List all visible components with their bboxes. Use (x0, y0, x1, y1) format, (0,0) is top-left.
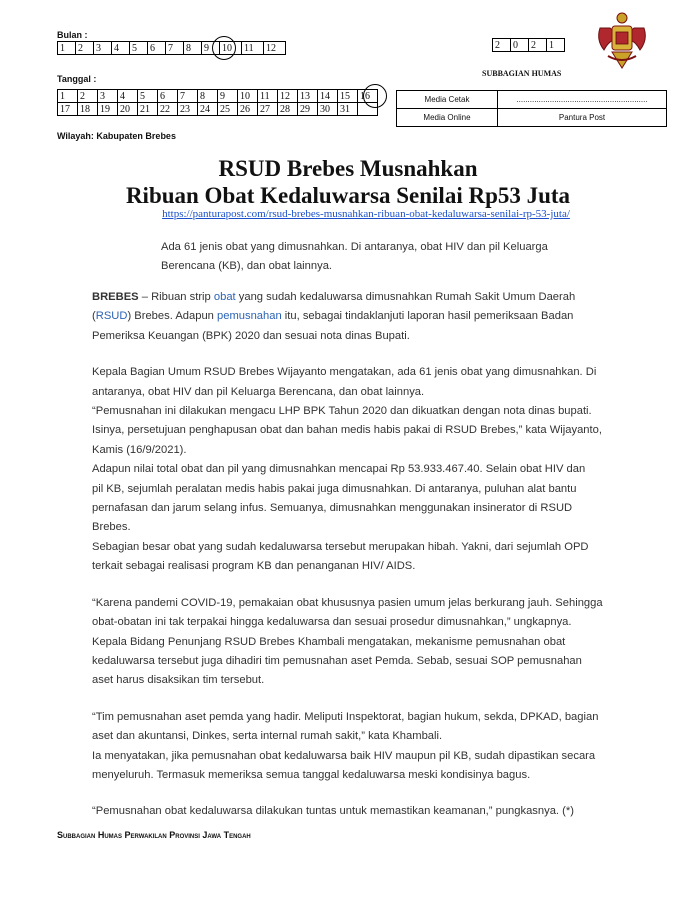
grid-cell: 3 (98, 90, 118, 103)
body-line: terkait sebagai realisasi program KB dan penanganan HIV/ AIDS. (92, 560, 416, 573)
dateline: BREBES (92, 291, 139, 303)
tanggal-label: Tanggal : (57, 74, 97, 84)
grid-cell: 27 (258, 103, 278, 116)
grid-cell: 2 (78, 90, 98, 103)
body-line: aset harus disaksikan tim tersebut. (92, 674, 265, 687)
body-line: Adapun nilai total obat dan pil yang dimusnahkan mencapai Rp 53.933.467.40. Selain obat HIV dan (92, 463, 586, 476)
bulan-grid (57, 41, 286, 55)
link-rsud[interactable]: RSUD (95, 310, 128, 323)
grid-cell: 30 (318, 103, 338, 116)
grid-cell: 10 (220, 42, 242, 55)
body-line: antaranya, obat HIV dan pil Keluarga Berencana, dan obat lainnya. (92, 385, 425, 398)
grid-cell: 12 (264, 42, 286, 55)
article-url-link[interactable]: https://panturapost.com/rsud-brebes-musnahkan-ribuan-obat-kedaluwarsa-senilai-rp-53-juta/ (162, 208, 570, 220)
body-line: “Karena pandemi COVID-19, pemakaian obat khususnya pasien umum jelas berkurang jauh. Sehingga (92, 596, 603, 609)
grid-cell: 17 (58, 103, 78, 116)
body-line: Kepala Bidang Penunjang RSUD Brebes Khambali mengatakan, mekanisme pemusnahan obat (92, 635, 566, 648)
grid-cell: 6 (158, 90, 178, 103)
tanggal-grid (57, 89, 378, 116)
grid-cell: 23 (178, 103, 198, 116)
garuda-emblem-icon (594, 10, 650, 72)
article-body (92, 288, 652, 822)
body-line: Kamis (16/9/2021). (92, 443, 187, 456)
caption-line: Ada 61 jenis obat yang dimusnahkan. Di antaranya, obat HIV dan pil Keluarga (161, 241, 548, 253)
grid-cell: 0 (511, 39, 529, 52)
grid-cell: 8 (198, 90, 218, 103)
grid-cell: 10 (238, 90, 258, 103)
media-row-online (397, 109, 667, 127)
grid-cell: 24 (198, 103, 218, 116)
body-line: “Tim pemusnahan aset pemda yang hadir. Meliputi Inspektorat, bagian hukum, sekda, DPKAD, bagian (92, 710, 599, 723)
text-run: – Ribuan strip (138, 291, 214, 303)
grid-cell: 1 (58, 42, 76, 55)
text-run: ( (92, 310, 96, 323)
grid-cell: 2 (76, 42, 94, 55)
link-obat[interactable]: obat (213, 291, 236, 303)
grid-cell: 7 (178, 90, 198, 103)
grid-cell: 22 (158, 103, 178, 116)
body-line: pernafasan dan jarum selang infus. Semuanya, dimusnahkan menggunakan insinerator di RSUD (92, 502, 573, 515)
year-grid (492, 38, 565, 52)
grid-cell: 9 (218, 90, 238, 103)
dept-label: SUBBAGIAN HUMAS (482, 69, 562, 78)
grid-cell: 11 (258, 90, 278, 103)
grid-cell: 3 (94, 42, 112, 55)
grid-cell: 6 (148, 42, 166, 55)
caption-line: Berencana (KB), dan obat lainnya. (161, 260, 333, 273)
text-run: ) Brebes. Adapun (127, 310, 217, 323)
grid-cell: 21 (138, 103, 158, 116)
link-pemusnahan[interactable]: pemusnahan (217, 310, 282, 323)
grid-cell: 1 (58, 90, 78, 103)
grid-cell: 25 (218, 103, 238, 116)
title-line: RSUD Brebes Musnahkan (218, 156, 478, 181)
body-line: pil KB, sejumlah peralatan medis habis pakai juga dimusnahkan. Di antaranya, puluhan alat bantu (92, 482, 577, 495)
text-run: yang sudah kedaluwarsa dimusnahkan Rumah Sakit Umum Daerah (235, 291, 576, 303)
body-line: Brebes. (92, 521, 131, 534)
grid-cell: 13 (298, 90, 318, 103)
tanggal-circle (363, 84, 387, 108)
body-line: Sebagian besar obat yang sudah kedaluwarsa tersebut merupakan hibah. Yakni, dari sejumlah OPD (92, 540, 589, 553)
body-line: “Pemusnahan ini dilakukan mengacu LHP BPK Tahun 2020 dan dikuatkan dengan nota dinas bupati. (92, 405, 592, 418)
grid-cell: 19 (98, 103, 118, 116)
grid-cell: 1 (547, 39, 565, 52)
grid-cell: 2 (493, 39, 511, 52)
image-caption (161, 238, 661, 277)
media-label: Media Cetak (397, 91, 498, 109)
paragraph-group-b (92, 594, 652, 691)
grid-cell: 5 (138, 90, 158, 103)
closing-quote: “Pemusnahan obat kedaluwarsa dilakukan tuntas untuk memastikan keamanan,” pungkasnya. (*) (92, 805, 574, 818)
body-line: menyeluruh. Termasuk memeriksa semua tanggal kedaluwarsa meski kondisinya bagus. (92, 768, 531, 781)
body-line: obat-obatan ini tak terpakai hingga kedaluwarsa dan sesuai prosedur dimusnahkan,” ungkapnya. (92, 616, 572, 629)
body-line: kedaluwarsa tersebut juga dihadiri tim pemusnahan aset Pemda. Sebab, sesuai SOP pemusnahan (92, 654, 582, 667)
grid-cell: 18 (78, 103, 98, 116)
grid-cell: 12 (278, 90, 298, 103)
grid-cell: 31 (338, 103, 358, 116)
grid-cell: 26 (238, 103, 258, 116)
grid-cell: 9 (202, 42, 220, 55)
grid-cell: 5 (130, 42, 148, 55)
text-run: Pemeriksa Keuangan (BPK) 2020 dan sesuai nota dinas Bupati. (92, 329, 410, 342)
wilayah-label: Wilayah: Kabupaten Brebes (57, 131, 176, 141)
grid-cell: 4 (118, 90, 138, 103)
grid-cell: 28 (278, 103, 298, 116)
media-value: Pantura Post (498, 109, 667, 127)
bulan-label: Bulan : (57, 30, 88, 40)
grid-cell: 16 (358, 90, 378, 103)
grid-cell: 2 (529, 39, 547, 52)
body-line: Kepala Bagian Umum RSUD Brebes Wijayanto mengatakan, ada 61 jenis obat yang dimusnahkan. Di (92, 366, 597, 379)
grid-cell: 7 (166, 42, 184, 55)
lead-paragraph (92, 288, 652, 346)
grid-cell: 14 (318, 90, 338, 103)
paragraph-group-c (92, 708, 652, 786)
grid-cell: 11 (242, 42, 264, 55)
grid-cell: 29 (298, 103, 318, 116)
grid-cell: 20 (118, 103, 138, 116)
media-label: Media Online (397, 109, 498, 127)
body-line: Isinya, persetujuan penghapusan obat dan bahan medis habis pakai di RSUD Brebes,” kata Wijayanto, (92, 424, 602, 437)
text-run: itu, sebagai tindaklanjuti laporan hasil pemeriksaan Badan (281, 310, 574, 323)
grid-cell: 4 (112, 42, 130, 55)
title-line: Ribuan Obat Kedaluwarsa Senilai Rp53 Juta (125, 183, 571, 208)
bulan-circle (212, 36, 236, 60)
grid-cell: 15 (338, 90, 358, 103)
media-row-cetak (397, 91, 667, 109)
grid-cell: 8 (184, 42, 202, 55)
article-title (0, 155, 696, 209)
body-line: aset dan akuntansi, Dinkes, serta internal rumah sakit,” kata Khambali. (92, 730, 443, 743)
body-line: Ia menyatakan, jika pemusnahan obat kedaluwarsa baik HIV maupun pil KB, sudah dipastikan secara (92, 749, 596, 762)
media-value: ........................................................... (498, 91, 667, 109)
footer-org: Subbagian Humas Perwakilan Provinsi Jawa Tengah (57, 830, 251, 840)
paragraph-group-a (92, 363, 652, 576)
media-table (396, 90, 667, 127)
